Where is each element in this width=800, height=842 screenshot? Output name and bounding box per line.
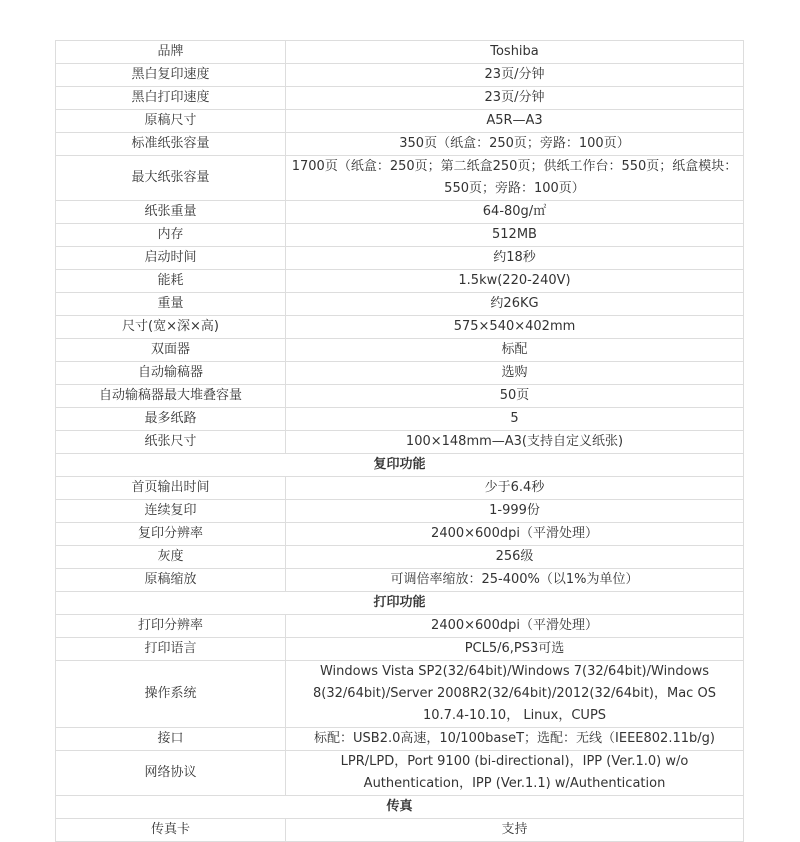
spec-value: 标配 (286, 339, 744, 362)
spec-value: 1.5kw(220-240V) (286, 270, 744, 293)
spec-label: 传真卡 (56, 819, 286, 842)
table-row (56, 362, 744, 385)
table-row (56, 638, 744, 661)
spec-label: 双面器 (56, 339, 286, 362)
spec-label: 网络协议 (56, 751, 286, 796)
spec-label: 标准纸张容量 (56, 133, 286, 156)
table-row (56, 316, 744, 339)
table-row (56, 523, 744, 546)
spec-table (55, 40, 744, 842)
spec-label: 接口 (56, 728, 286, 751)
spec-label: 自动输稿器最大堆叠容量 (56, 385, 286, 408)
spec-label: 黑白复印速度 (56, 64, 286, 87)
spec-label: 黑白打印速度 (56, 87, 286, 110)
spec-label: 能耗 (56, 270, 286, 293)
table-row (56, 728, 744, 751)
spec-value: 支持 (286, 819, 744, 842)
table-row (56, 293, 744, 316)
spec-value: LPR/LPD，Port 9100 (bi-directional)，IPP (Ver.1.0) w/o Authentication，IPP (Ver.1.1) w/Authentication (286, 751, 744, 796)
table-row (56, 339, 744, 362)
spec-value: 100×148mm—A3(支持自定义纸张) (286, 431, 744, 454)
spec-value: 少于6.4秒 (286, 477, 744, 500)
table-row (56, 133, 744, 156)
spec-value: Toshiba (286, 41, 744, 64)
spec-value: 50页 (286, 385, 744, 408)
spec-label: 最大纸张容量 (56, 156, 286, 201)
table-row (56, 224, 744, 247)
table-row (56, 247, 744, 270)
table-row (56, 87, 744, 110)
spec-label: 尺寸(宽×深×高) (56, 316, 286, 339)
spec-value: 64-80g/㎡ (286, 201, 744, 224)
spec-label: 连续复印 (56, 500, 286, 523)
spec-label: 品牌 (56, 41, 286, 64)
spec-label: 打印语言 (56, 638, 286, 661)
spec-value: 23页/分钟 (286, 64, 744, 87)
spec-value: 575×540×402mm (286, 316, 744, 339)
spec-value: 2400×600dpi（平滑处理） (286, 523, 744, 546)
spec-value: PCL5/6,PS3可选 (286, 638, 744, 661)
section-row (56, 592, 744, 615)
table-row (56, 385, 744, 408)
spec-label: 原稿缩放 (56, 569, 286, 592)
spec-label: 纸张重量 (56, 201, 286, 224)
spec-value: 2400×600dpi（平滑处理） (286, 615, 744, 638)
table-row (56, 615, 744, 638)
spec-value: 5 (286, 408, 744, 431)
table-row (56, 201, 744, 224)
table-row (56, 64, 744, 87)
spec-value: 约18秒 (286, 247, 744, 270)
spec-label: 首页输出时间 (56, 477, 286, 500)
section-row (56, 454, 744, 477)
spec-label: 复印分辨率 (56, 523, 286, 546)
table-row (56, 569, 744, 592)
spec-value: 23页/分钟 (286, 87, 744, 110)
table-row (56, 431, 744, 454)
spec-label: 自动输稿器 (56, 362, 286, 385)
spec-value: 1700页（纸盒：250页；第二纸盒250页；供纸工作台：550页；纸盒模块：550页；旁路：100页） (286, 156, 744, 201)
spec-value: 可调倍率缩放：25-400%（以1%为单位） (286, 569, 744, 592)
spec-value: Windows Vista SP2(32/64bit)/Windows 7(32/64bit)/Windows 8(32/64bit)/Server 2008R2(32/64bit)/2012(32/64bit)，Mac OS 10.7.4-10.10， Linux，CUPS (286, 661, 744, 728)
spec-value: 256级 (286, 546, 744, 569)
spec-sheet (55, 40, 744, 842)
spec-label: 重量 (56, 293, 286, 316)
spec-label: 打印分辨率 (56, 615, 286, 638)
section-heading-copy: 复印功能 (56, 454, 744, 477)
spec-value: 选购 (286, 362, 744, 385)
section-heading-fax: 传真 (56, 796, 744, 819)
table-row (56, 408, 744, 431)
spec-label: 纸张尺寸 (56, 431, 286, 454)
spec-value: 约26KG (286, 293, 744, 316)
spec-label: 操作系统 (56, 661, 286, 728)
spec-value: 标配：USB2.0高速，10/100baseT；选配：无线（IEEE802.11b/g) (286, 728, 744, 751)
spec-value: 1-999份 (286, 500, 744, 523)
table-row (56, 477, 744, 500)
spec-label: 启动时间 (56, 247, 286, 270)
section-heading-print: 打印功能 (56, 592, 744, 615)
table-row (56, 110, 744, 133)
table-row (56, 819, 744, 842)
table-row (56, 661, 744, 728)
table-row (56, 270, 744, 293)
table-row (56, 751, 744, 796)
spec-label: 最多纸路 (56, 408, 286, 431)
spec-label: 内存 (56, 224, 286, 247)
table-row (56, 546, 744, 569)
spec-value: A5R—A3 (286, 110, 744, 133)
table-row (56, 156, 744, 201)
table-row (56, 500, 744, 523)
spec-value: 350页（纸盒：250页；旁路：100页） (286, 133, 744, 156)
table-row (56, 41, 744, 64)
spec-value: 512MB (286, 224, 744, 247)
section-row (56, 796, 744, 819)
spec-label: 灰度 (56, 546, 286, 569)
spec-label: 原稿尺寸 (56, 110, 286, 133)
